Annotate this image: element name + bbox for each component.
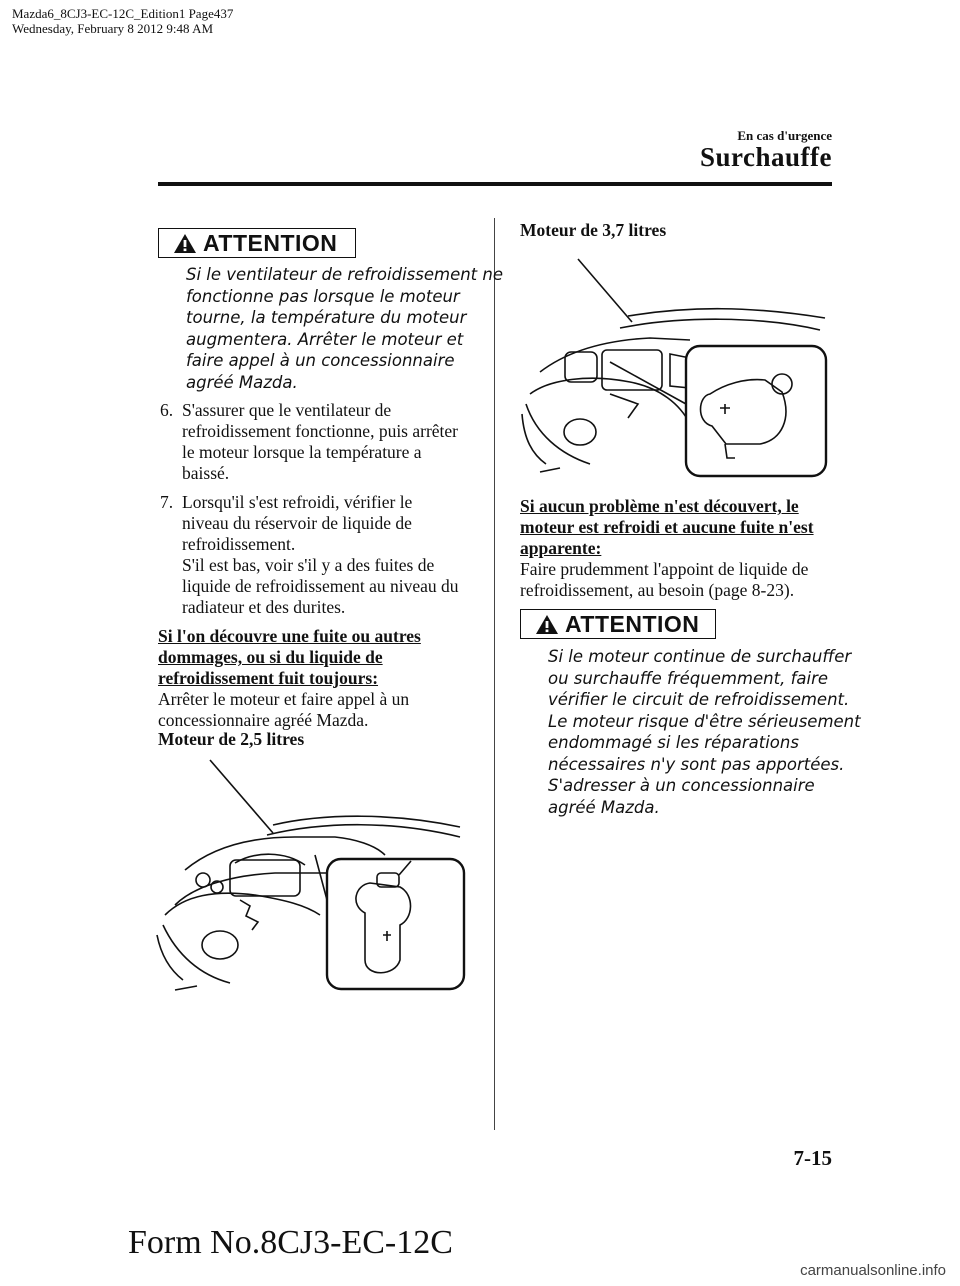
attention-line: tourne, la température du moteur: [186, 308, 467, 327]
step-number: 7.: [160, 492, 174, 512]
section-label: En cas d'urgence: [737, 128, 832, 143]
step-line: le moteur lorsque la température a: [182, 442, 422, 462]
attention-text-2: [548, 646, 861, 818]
attention-line: S'adresser à un concessionnaire: [548, 776, 815, 795]
step-line: radiateur et des durites.: [182, 597, 346, 617]
attention-line: faire appel à un concessionnaire: [186, 351, 455, 370]
step-line: refroidissement fonctionne, puis arrêter: [182, 421, 459, 441]
text-line: refroidissement, au besoin (page 8-23).: [520, 580, 795, 600]
attention-line: nécessaires n'y sont pas apportées.: [548, 754, 845, 774]
heading-line: refroidissement fuit toujours:: [158, 668, 379, 688]
heading-line: Si aucun problème n'est découvert, le: [520, 496, 799, 516]
warning-icon: [535, 614, 559, 635]
step-line: refroidissement.: [182, 534, 296, 554]
heading-line: moteur est refroidi et aucune fuite n'est: [520, 517, 814, 537]
attention-line: Si le ventilateur de refroidissement ne: [186, 265, 503, 284]
ok-heading: [520, 496, 814, 559]
attention-text-1: [186, 264, 503, 393]
warning-icon: [173, 233, 197, 254]
step-text: [182, 492, 459, 618]
attention-title: ATTENTION: [203, 229, 338, 256]
step-line: niveau du réservoir de liquide de: [182, 513, 412, 533]
heading-line: Si l'on découvre une fuite ou autres: [158, 626, 421, 646]
step-line: Lorsqu'il s'est refroidi, vérifier le: [182, 492, 413, 512]
attention-line: fonctionne pas lorsque le moteur: [186, 286, 460, 306]
page-number: 7-15: [793, 1146, 832, 1170]
step-line: baissé.: [182, 463, 230, 483]
text-line: concessionnaire agréé Mazda.: [158, 710, 369, 730]
attention-line: Si le moteur continue de surchauffer: [548, 647, 852, 666]
leak-text: [158, 689, 409, 731]
step-line: liquide de refroidissement au niveau du: [182, 576, 459, 596]
text-line: Arrêter le moteur et faire appel à un: [158, 689, 410, 709]
attention-line: Le moteur risque d'être sérieusement: [548, 711, 861, 731]
ok-text: [520, 559, 808, 601]
engine-37-illustration: [520, 254, 830, 479]
step-text: [182, 400, 458, 484]
print-metadata-line2: Wednesday, February 8 2012 9:48 AM: [12, 21, 214, 36]
engine-label-37: Moteur de 3,7 litres: [520, 220, 667, 240]
step-line: S'assurer que le ventilateur de: [182, 400, 392, 420]
page-title: Surchauffe: [699, 142, 832, 172]
attention-box-2: [520, 609, 716, 639]
text-line: Faire prudemment l'appoint de liquide de: [520, 559, 809, 579]
header-rule: [158, 182, 832, 186]
engine-label-25: Moteur de 2,5 litres: [158, 729, 305, 749]
attention-line: vérifier le circuit de refroidissement.: [548, 690, 850, 709]
leak-heading: [158, 626, 421, 689]
attention-line: ou surchauffe fréquemment, faire: [548, 668, 829, 688]
step-line: S'il est bas, voir s'il y a des fuites de: [182, 555, 435, 575]
attention-box-1: [158, 228, 356, 258]
attention-line: endommagé si les réparations: [548, 733, 799, 752]
heading-line: apparente:: [520, 538, 602, 558]
attention-title: ATTENTION: [565, 610, 700, 637]
engine-25-illustration: [155, 755, 475, 995]
print-metadata: [12, 6, 233, 36]
attention-line: agréé Mazda.: [186, 372, 298, 392]
step-number: 6.: [160, 400, 174, 420]
attention-line: agréé Mazda.: [548, 797, 660, 817]
heading-line: dommages, ou si du liquide de: [158, 647, 383, 667]
attention-line: augmentera. Arrêter le moteur et: [186, 329, 464, 349]
watermark: carmanualsonline.info: [800, 1262, 946, 1279]
print-metadata-line1: Mazda6_8CJ3-EC-12C_Edition1 Page437: [12, 6, 234, 21]
form-number: Form No.8CJ3-EC-12C: [128, 1224, 453, 1261]
